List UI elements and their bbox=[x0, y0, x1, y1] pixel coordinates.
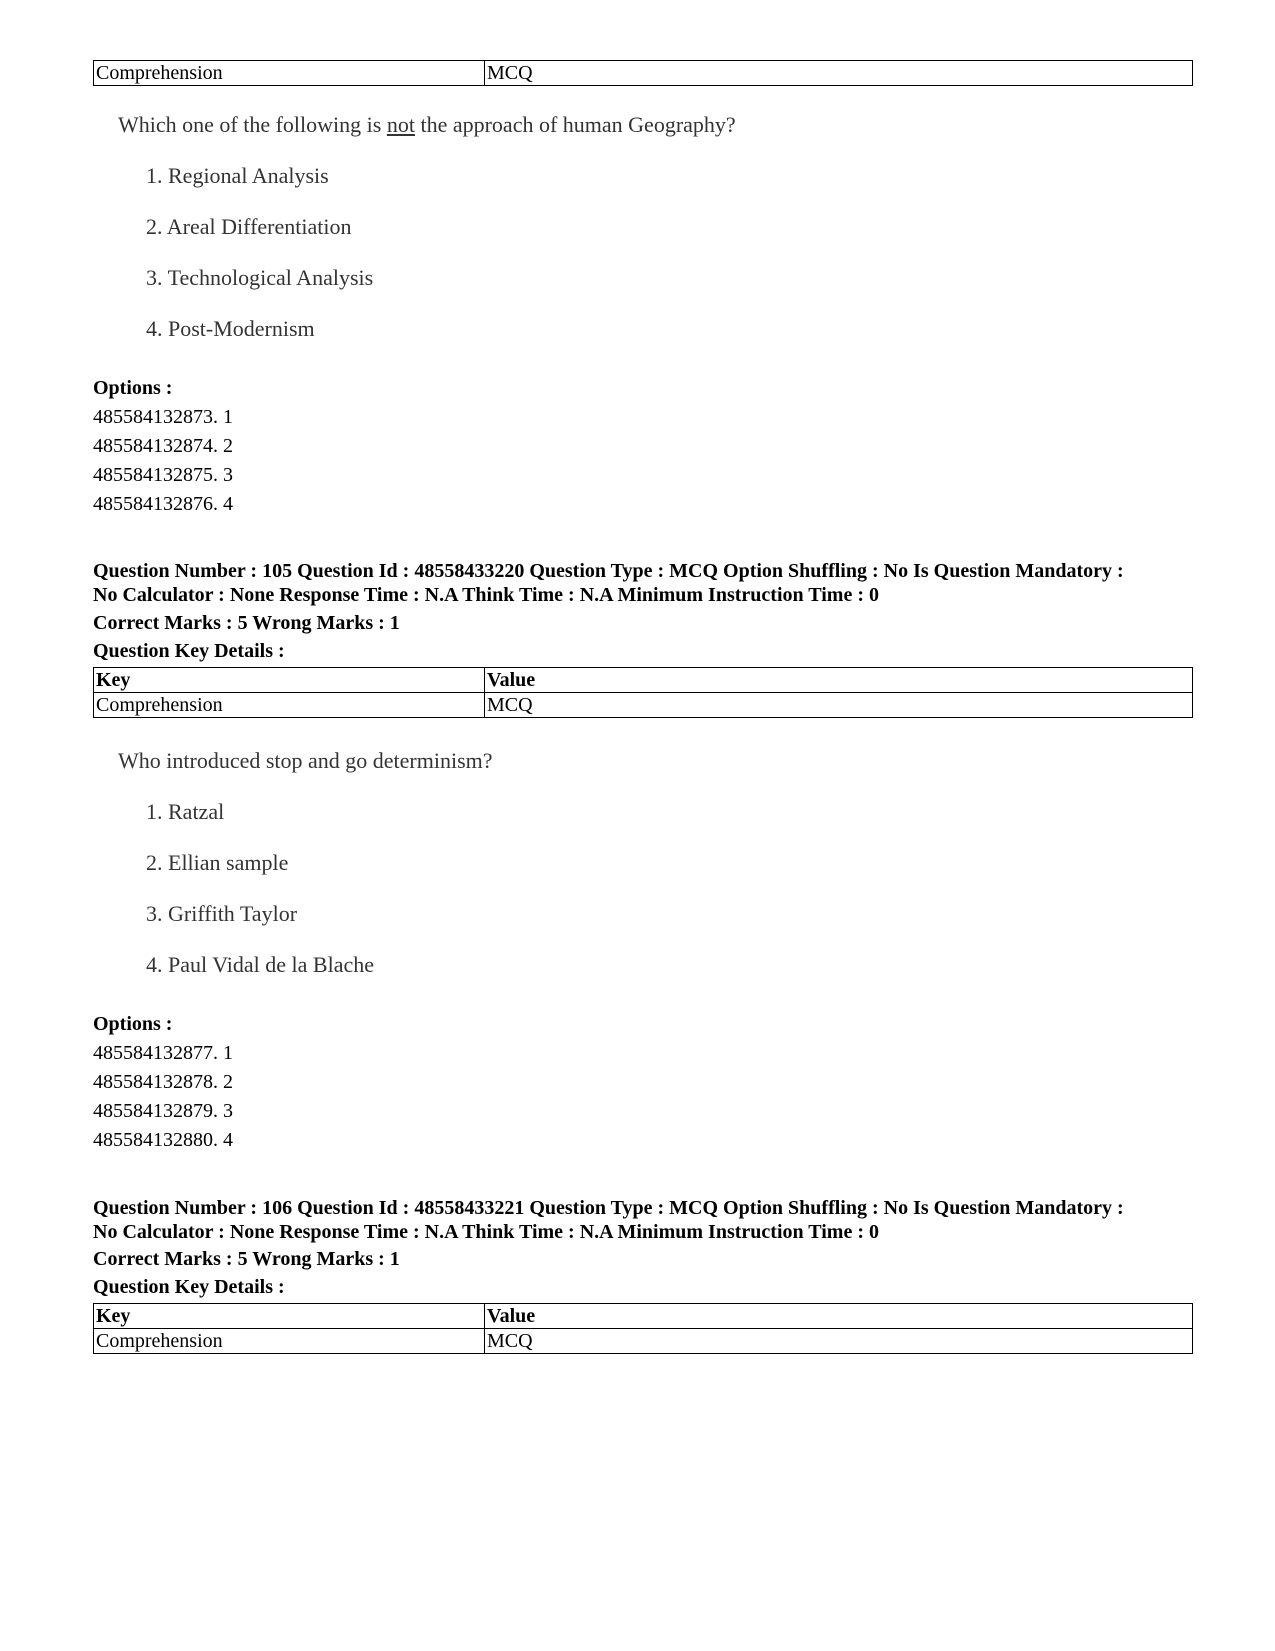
table-row bbox=[94, 693, 1193, 718]
table-cell-key: Comprehension bbox=[94, 61, 485, 86]
table-row bbox=[94, 61, 1193, 86]
option-item: 485584132873. 1 bbox=[93, 406, 233, 428]
option-item: 485584132876. 4 bbox=[93, 493, 233, 515]
choice-item: 3. Technological Analysis bbox=[146, 265, 374, 290]
meta-line: No Calculator : None Response Time : N.A Think Time : N.A Minimum Instruction Time : 0 bbox=[93, 584, 879, 606]
table-header-key: Key bbox=[94, 668, 485, 693]
table-header-key: Key bbox=[94, 1304, 485, 1329]
table-cell-value: MCQ bbox=[485, 1329, 1193, 1354]
table-cell-key: Comprehension bbox=[94, 1329, 485, 1354]
choice-item: 1. Regional Analysis bbox=[146, 163, 329, 188]
key-details-label: Question Key Details : bbox=[93, 640, 285, 662]
table-cell-value: MCQ bbox=[485, 693, 1193, 718]
table-header-row bbox=[94, 668, 1193, 693]
question-text: Which one of the following is not the approach of human Geography? bbox=[118, 112, 736, 137]
question-key-table bbox=[93, 667, 1193, 718]
choice-item: 2. Ellian sample bbox=[146, 850, 289, 875]
option-item: 485584132878. 2 bbox=[93, 1071, 233, 1093]
table-header-value: Value bbox=[485, 668, 1193, 693]
meta-line: Question Number : 105 Question Id : 48558433220 Question Type : MCQ Option Shuffling : No Is Question Mandatory : bbox=[93, 560, 1124, 582]
options-label: Options : bbox=[93, 377, 173, 399]
option-item: 485584132879. 3 bbox=[93, 1100, 233, 1122]
key-details-label: Question Key Details : bbox=[93, 1276, 285, 1298]
options-label: Options : bbox=[93, 1013, 173, 1035]
choice-item: 1. Ratzal bbox=[146, 799, 225, 824]
option-item: 485584132877. 1 bbox=[93, 1042, 233, 1064]
question-106-meta bbox=[93, 1196, 1213, 1244]
option-item: 485584132874. 2 bbox=[93, 435, 233, 457]
table-cell-key: Comprehension bbox=[94, 693, 485, 718]
top-key-table bbox=[93, 60, 1193, 86]
marks-line: Correct Marks : 5 Wrong Marks : 1 bbox=[93, 612, 400, 634]
table-row bbox=[94, 1329, 1193, 1354]
question-105-meta bbox=[93, 559, 1213, 607]
table-header-row bbox=[94, 1304, 1193, 1329]
meta-line: Question Number : 106 Question Id : 48558433221 Question Type : MCQ Option Shuffling : No Is Question Mandatory : bbox=[93, 1197, 1124, 1219]
underlined-word: not bbox=[386, 112, 415, 137]
meta-line: No Calculator : None Response Time : N.A Think Time : N.A Minimum Instruction Time : 0 bbox=[93, 1221, 879, 1243]
table-cell-value: MCQ bbox=[485, 61, 1193, 86]
question-text: Who introduced stop and go determinism? bbox=[118, 748, 493, 773]
option-item: 485584132875. 3 bbox=[93, 464, 233, 486]
choice-item: 4. Post-Modernism bbox=[146, 316, 315, 341]
question-key-table bbox=[93, 1303, 1193, 1354]
choice-item: 2. Areal Differentiation bbox=[146, 214, 352, 239]
marks-line: Correct Marks : 5 Wrong Marks : 1 bbox=[93, 1248, 400, 1270]
table-header-value: Value bbox=[485, 1304, 1193, 1329]
choice-item: 3. Griffith Taylor bbox=[146, 901, 298, 926]
option-item: 485584132880. 4 bbox=[93, 1129, 233, 1151]
options-block bbox=[93, 1010, 233, 1155]
choice-item: 4. Paul Vidal de la Blache bbox=[146, 952, 374, 977]
options-block bbox=[93, 374, 233, 519]
